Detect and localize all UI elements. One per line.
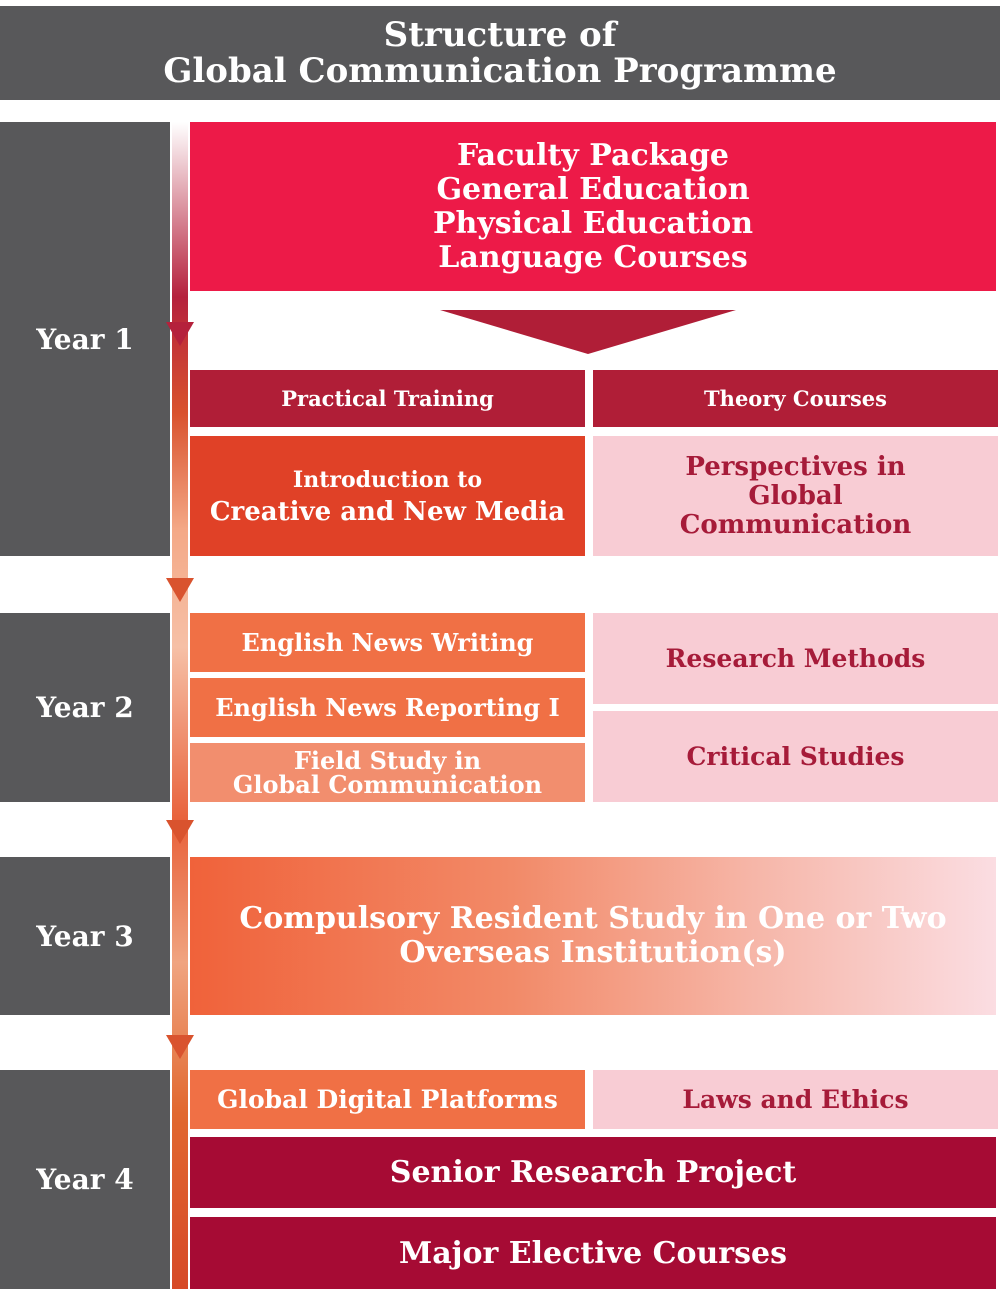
timeline-arrow-4: [166, 1035, 194, 1059]
page-title: [0, 6, 1000, 100]
foundation-line: Faculty Package: [456, 137, 730, 173]
course-line: Creative and New Media: [209, 497, 566, 527]
timeline-arrow-1: [166, 322, 194, 346]
practical-training-label: Practical Training: [281, 386, 494, 411]
course-label: English News Writing: [241, 628, 534, 657]
course-resident-study-overseas: [190, 857, 996, 1015]
course-label: Major Elective Courses: [399, 1235, 787, 1271]
course-perspectives-global-comm: [593, 436, 998, 556]
year-2-label: [0, 613, 170, 802]
theory-courses-header: [593, 370, 998, 427]
course-intro-creative-media: [190, 436, 585, 556]
course-line: Communication: [679, 509, 912, 540]
course-label: Research Methods: [665, 644, 926, 673]
course-line: Introduction to: [292, 467, 483, 493]
year-4-label: [0, 1070, 170, 1289]
year-4-text: Year 4: [36, 1163, 134, 1196]
year-3-text: Year 3: [36, 919, 134, 953]
year-2-text: Year 2: [36, 691, 134, 724]
foundation-courses-box: [190, 122, 996, 291]
year-1-text: Year 1: [36, 322, 134, 356]
timeline-spine: [172, 122, 188, 1289]
course-label: Critical Studies: [686, 742, 905, 771]
timeline-arrow-3: [166, 820, 194, 844]
title-line-2: Global Communication Programme: [163, 51, 837, 91]
course-line: Perspectives in: [685, 451, 906, 482]
year-3-label: [0, 857, 170, 1015]
course-senior-research-project: [190, 1137, 996, 1208]
foundation-line: Language Courses: [438, 239, 748, 275]
course-line: Overseas Institution(s): [399, 935, 787, 970]
course-label: Laws and Ethics: [682, 1085, 909, 1114]
course-label: Global Digital Platforms: [217, 1085, 558, 1114]
course-line: Global: [748, 480, 843, 511]
course-english-news-writing: [190, 613, 585, 672]
course-major-electives: [190, 1217, 996, 1289]
course-research-methods: [593, 613, 998, 704]
course-global-digital-platforms: [190, 1070, 585, 1129]
course-label: English News Reporting I: [215, 693, 560, 722]
down-arrow-icon: [440, 310, 736, 354]
course-line: Compulsory Resident Study in One or Two: [239, 901, 947, 936]
practical-training-header: [190, 370, 585, 427]
foundation-line: Physical Education: [432, 205, 754, 241]
course-label: Senior Research Project: [389, 1155, 797, 1190]
foundation-line: General Education: [436, 171, 750, 207]
title-line-1: Structure of: [383, 15, 617, 55]
course-laws-ethics: [593, 1070, 998, 1129]
course-english-news-reporting: [190, 678, 585, 737]
course-field-study: [190, 743, 585, 802]
year-1-label: [0, 122, 170, 556]
course-line: Field Study in: [293, 745, 482, 775]
course-line: Global Communication: [232, 769, 543, 799]
timeline-arrow-2: [166, 578, 194, 602]
theory-courses-label: Theory Courses: [704, 386, 887, 411]
course-critical-studies: [593, 711, 998, 802]
